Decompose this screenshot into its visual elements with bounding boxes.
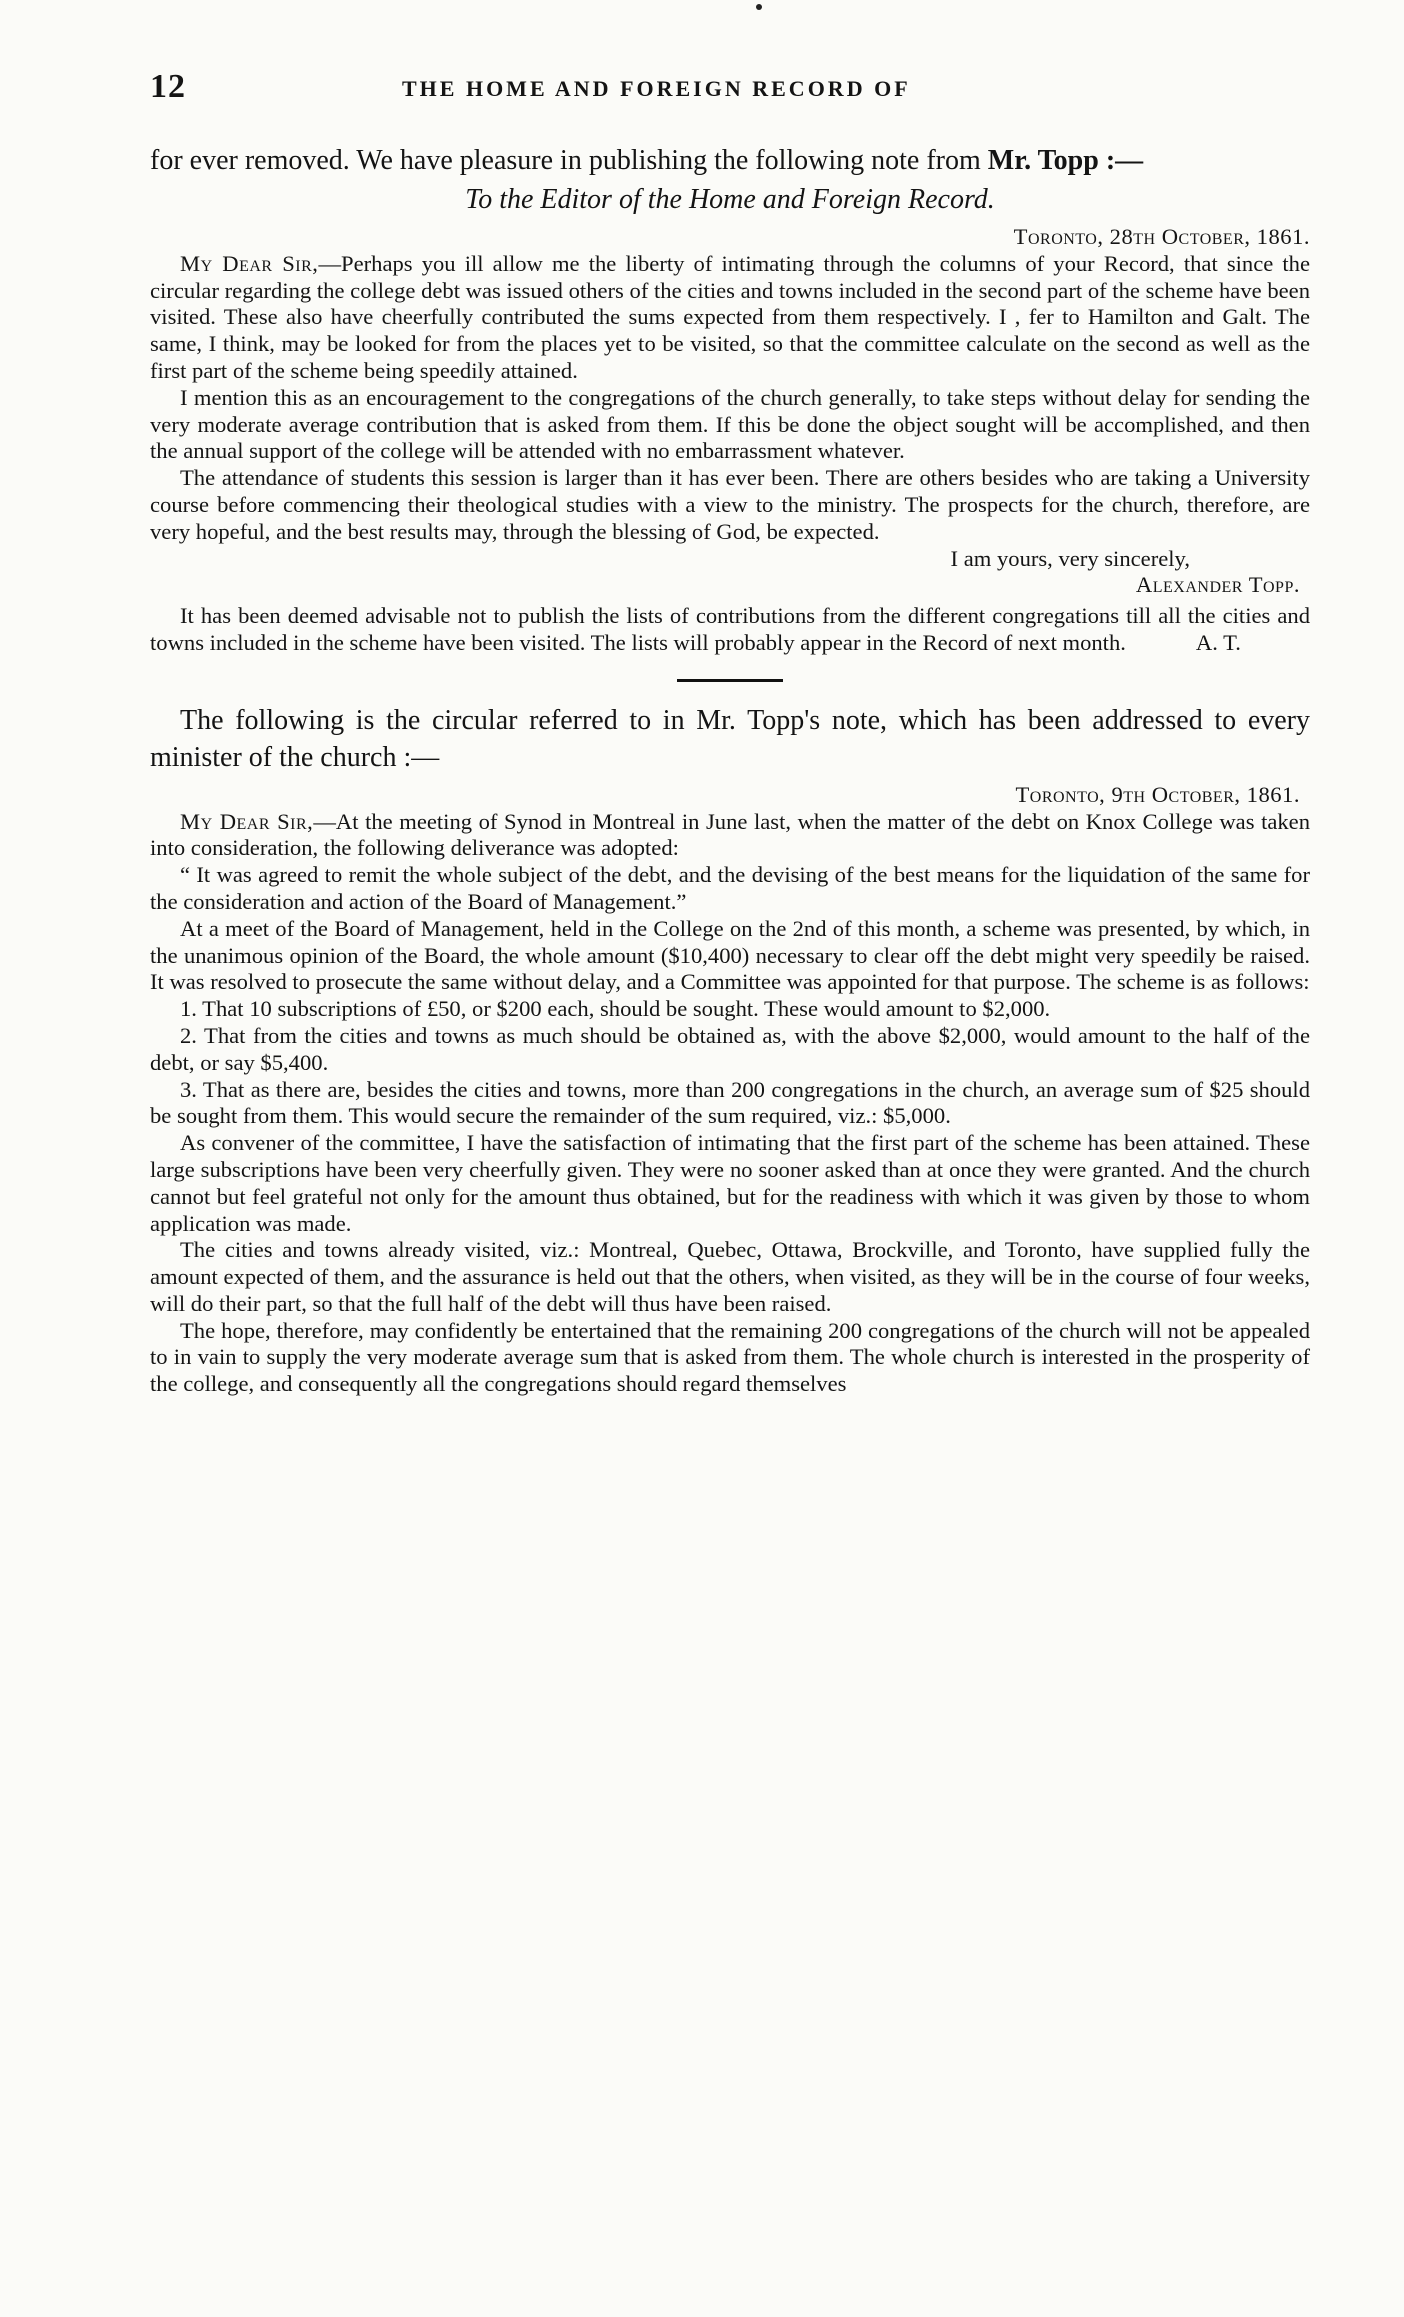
intro-paragraph [150,142,1310,179]
editor-note-text: It has been deemed advisable not to publish the lists of contributions from the different congregations till all the cities and towns included in the scheme have been visited. The lists will probably appear in the Record of next month. [150,603,1310,655]
circular-p1-text: —At the meeting of Synod in Montreal in June last, when the matter of the debt on Knox College was taken into consideration, the following deliverance was adopted: [150,808,1310,861]
page-header [150,68,1320,108]
scheme-item-3: 3. That as there are, besides the cities and towns, more than 200 congregations in the church, an average sum of $25 should be sought from them. This would secure the remainder of the sum required, viz.: $5,000. [150,1076,1310,1129]
circular-salutation: My Dear Sir, [180,808,314,834]
synod-quote: “ It was agreed to remit the whole subject of the debt, and the devising of the best means for the liquidation of the same for the consideration and action of the Board of Management.” [150,862,1310,914]
circular-dateline: Toronto, 9th October, 1861. [1015,781,1300,807]
scheme-item-2: 2. That from the cities and towns as much should be obtained as, with the above $2,000, would amount to the half of the debt, or say $5,400. [150,1022,1310,1075]
intro-text-b: We have pleasure in publishing the following note from [356,145,981,176]
editor-address: To the Editor of the Home and Foreign Record. [465,184,995,215]
circular-intro: The following is the circular referred to in Mr. Topp's note, which has been addressed to every minister of the church :— [150,704,1310,773]
circular-paragraph-1 [150,809,1310,863]
letter-dateline: Toronto, 28th October, 1861. [1013,224,1310,249]
circular-paragraph-4: The cities and towns already visited, viz.: Montreal, Quebec, Ottawa, Brockville, and Toronto, have supplied fully the amount expected of them, and the assurance is held out that the others, when visited, as they will be in the course of four weeks, will do their part, so that the full half of the debt will thus have been raised. [150,1237,1310,1316]
letter-closing: I am yours, very sincerely, [950,545,1190,571]
printer-mark [756,4,762,10]
scheme-item-1: 1. That 10 subscriptions of £50, or $200 each, should be sought. These would amount to $2,000. [180,996,1051,1022]
letter-paragraph-2: I mention this as an encouragement to the congregations of the church generally, to take steps without delay for sending the very moderate average contribution that is asked from them. If this be done the object sought will be accomplished, and then the annual support of the college will be attended with no embarrassment whatever. [150,384,1310,464]
letter-p1-text: —Perhaps you ill allow me the liberty of intimating through the columns of your Record, that since the circular regarding the college debt was issued others of the cities and towns included in the second part of the scheme have been visited. These also have cheerfully contributed the sums expected from them respectively. I , fer to Hamilton and Galt. The same, I think, may be looked for from the places yet to be visited, so that the committee calculate on the second as well as the first part of the scheme being speedily attained. [150,250,1310,383]
intro-text-a: for ever removed. [150,145,350,176]
section-divider [677,679,783,682]
editor-initials: A. T. [1195,629,1241,655]
editor-note [150,603,1310,657]
intro-text-c: Mr. Topp :— [987,145,1144,176]
article-body [150,142,1310,1398]
letter-paragraph-1 [150,251,1310,385]
circular-paragraph-2: At a meet of the Board of Management, held in the College on the 2nd of this month, a scheme was presented, by which, in the unanimous opinion of the Board, the whole amount ($10,400) necessary to clear off the debt might very speedily be raised. It was resolved to prosecute the same without delay, and a Committee was appointed for that purpose. The scheme is as follows: [150,915,1310,995]
circular-paragraph-5: The hope, therefore, may confidently be entertained that the remaining 200 congregations of the church will not be appealed to in vain to supply the very moderate average sum that is asked from them. The whole church is interested in the prosperity of the college, and consequently all the congregations should regard themselves [150,1317,1310,1397]
page-number: 12 [150,68,186,105]
letter-signature: Alexander Topp. [1135,572,1300,598]
circular-paragraph-3: As convener of the committee, I have the satisfaction of intimating that the first part of the scheme has been attained. These large subscriptions have been very cheerfully given. They were no sooner asked than at once they were granted. And the church cannot but feel grateful not only for the amount thus obtained, but for the readiness with which it was given by those to whom application was made. [150,1130,1310,1236]
running-title: THE HOME AND FOREIGN RECORD OF [402,76,911,101]
letter-paragraph-3: The attendance of students this session is larger than it has ever been. There are others besides who are taking a University course before commencing their theological studies with a view to the ministry. The prospects for the church, therefore, are very hopeful, and the best results may, through the blessing of God, be expected. [150,465,1310,544]
letter-salutation: My Dear Sir, [180,250,319,276]
